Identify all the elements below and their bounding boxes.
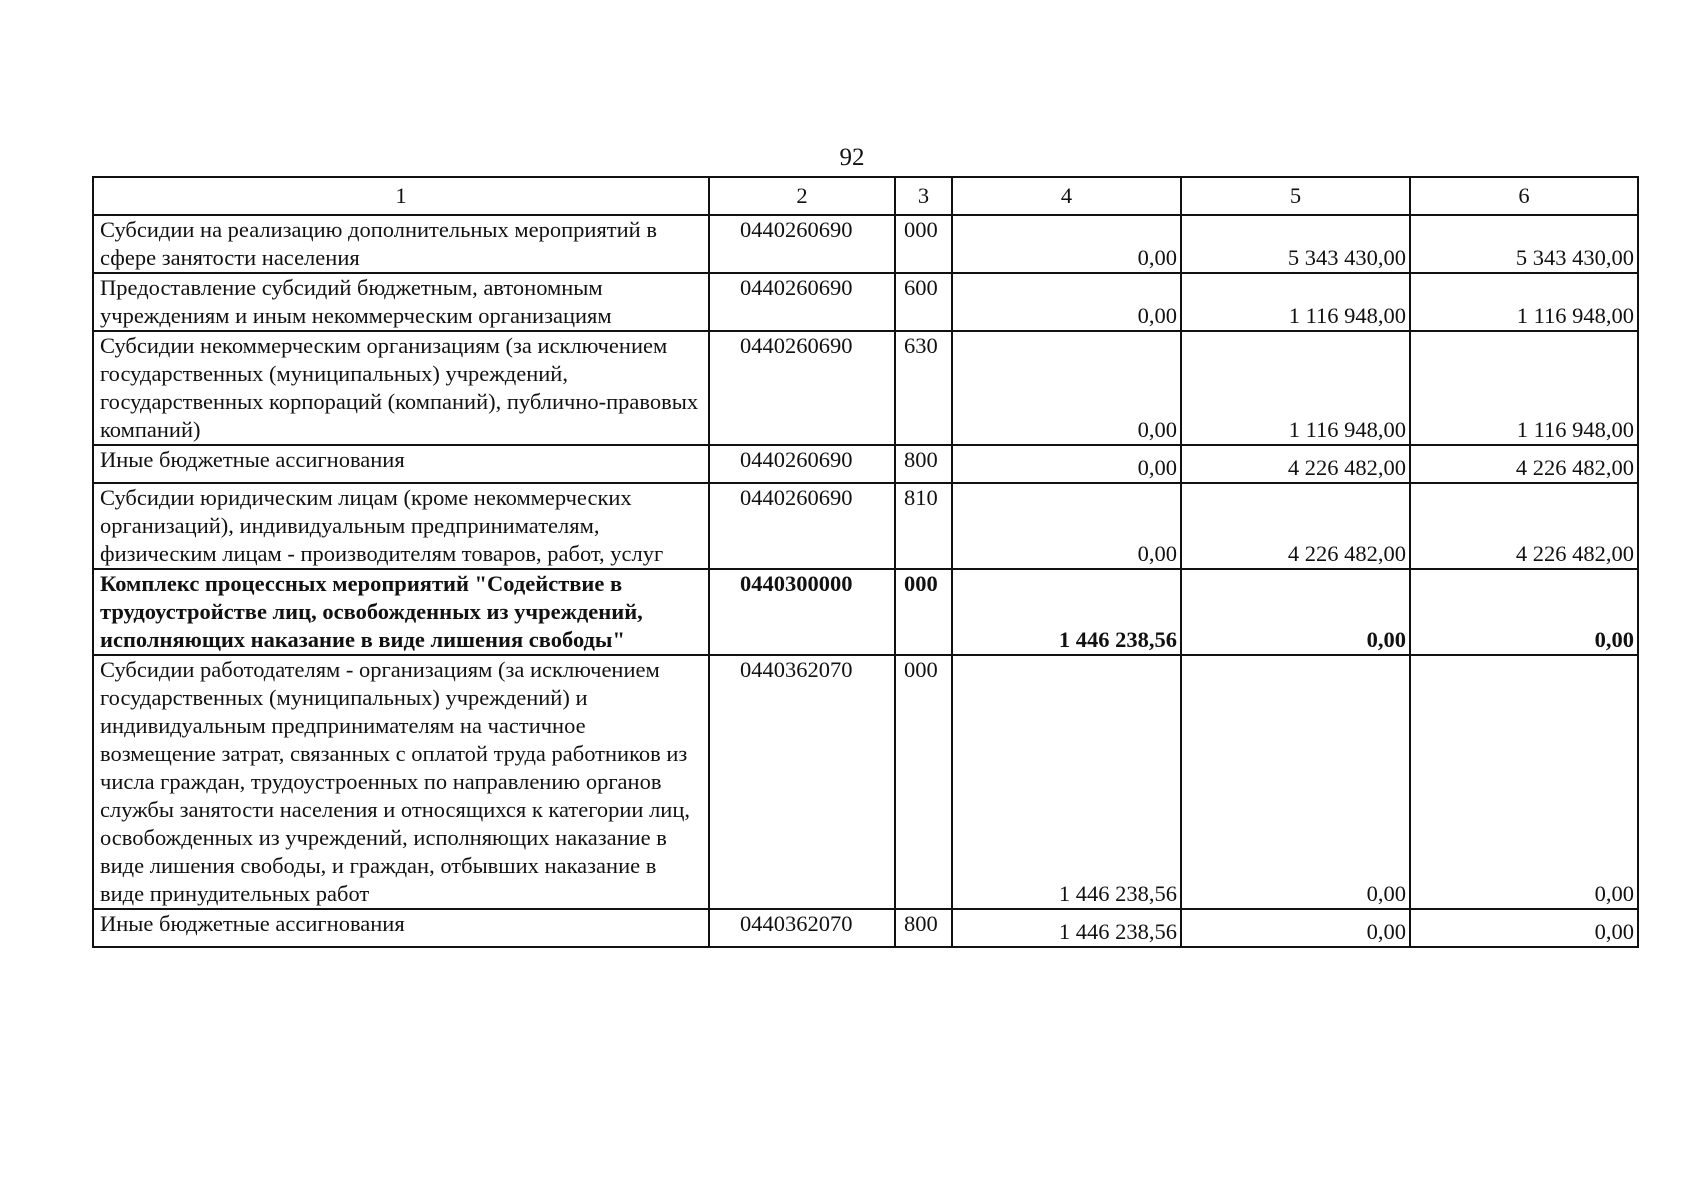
row-code: 0440260690 bbox=[709, 215, 895, 273]
table-row bbox=[93, 569, 1638, 655]
column-header: 3 bbox=[895, 177, 952, 215]
table-row bbox=[93, 273, 1638, 331]
row-code: 0440362070 bbox=[709, 909, 895, 947]
row-name: Субсидии юридическим лицам (кроме некоммерческих организаций), индивидуальным предпринимателям, физическим лицам - производителям товаров, работ, услуг bbox=[93, 483, 709, 569]
row-name: Предоставление субсидий бюджетным, автономным учреждениям и иным некоммерческим организациям bbox=[93, 273, 709, 331]
table-row bbox=[93, 655, 1638, 909]
column-header: 1 bbox=[93, 177, 709, 215]
row-code: 0440260690 bbox=[709, 445, 895, 483]
column-header: 2 bbox=[709, 177, 895, 215]
row-name: Иные бюджетные ассигнования bbox=[93, 445, 709, 483]
row-value-4: 0,00 bbox=[952, 215, 1181, 273]
row-value-5: 0,00 bbox=[1181, 655, 1410, 909]
table-row bbox=[93, 215, 1638, 273]
page-number: 92 bbox=[839, 144, 865, 171]
row-kind: 000 bbox=[895, 655, 952, 909]
row-kind: 630 bbox=[895, 331, 952, 445]
row-value-4: 1 446 238,56 bbox=[952, 655, 1181, 909]
row-value-6: 1 116 948,00 bbox=[1410, 331, 1638, 445]
row-name: Комплекс процессных мероприятий "Содействие в трудоустройстве лиц, освобожденных из учреждений, исполняющих наказание в виде лишения свободы" bbox=[93, 569, 709, 655]
row-value-6: 0,00 bbox=[1410, 569, 1638, 655]
row-value-4: 1 446 238,56 bbox=[952, 569, 1181, 655]
row-value-6: 0,00 bbox=[1410, 655, 1638, 909]
row-kind: 000 bbox=[895, 215, 952, 273]
row-value-5: 4 226 482,00 bbox=[1181, 445, 1410, 483]
row-kind: 800 bbox=[895, 909, 952, 947]
column-header: 5 bbox=[1181, 177, 1410, 215]
column-numbers-row bbox=[93, 177, 1638, 215]
row-value-6: 4 226 482,00 bbox=[1410, 445, 1638, 483]
column-header: 4 bbox=[952, 177, 1181, 215]
row-value-4: 0,00 bbox=[952, 273, 1181, 331]
row-value-5: 1 116 948,00 bbox=[1181, 331, 1410, 445]
row-value-6: 5 343 430,00 bbox=[1410, 215, 1638, 273]
row-value-4: 0,00 bbox=[952, 483, 1181, 569]
row-kind: 600 bbox=[895, 273, 952, 331]
row-code: 0440362070 bbox=[709, 655, 895, 909]
row-value-5: 0,00 bbox=[1181, 569, 1410, 655]
row-value-4: 1 446 238,56 bbox=[952, 909, 1181, 947]
row-name: Субсидии работодателям - организациям (за исключением государственных (муниципальных) учреждений) и индивидуальным предпринимателям на частичное возмещение затрат, связанных с оплатой труда работников из числа граждан, трудоустроенных по направлению органов службы занятости населения и относящихся к категории лиц, освобожденных из учреждений, исполняющих наказание в виде лишения свободы, и граждан, отбывших наказание в виде принудительных работ bbox=[93, 655, 709, 909]
row-value-5: 0,00 bbox=[1181, 909, 1410, 947]
row-code: 0440260690 bbox=[709, 331, 895, 445]
row-value-4: 0,00 bbox=[952, 445, 1181, 483]
row-value-5: 1 116 948,00 bbox=[1181, 273, 1410, 331]
row-kind: 810 bbox=[895, 483, 952, 569]
row-kind: 800 bbox=[895, 445, 952, 483]
table-row bbox=[93, 331, 1638, 445]
row-value-6: 4 226 482,00 bbox=[1410, 483, 1638, 569]
row-code: 0440260690 bbox=[709, 273, 895, 331]
row-value-4: 0,00 bbox=[952, 331, 1181, 445]
row-kind: 000 bbox=[895, 569, 952, 655]
row-name: Иные бюджетные ассигнования bbox=[93, 909, 709, 947]
row-code: 0440300000 bbox=[709, 569, 895, 655]
column-header: 6 bbox=[1410, 177, 1638, 215]
row-code: 0440260690 bbox=[709, 483, 895, 569]
row-name: Субсидии на реализацию дополнительных мероприятий в сфере занятости населения bbox=[93, 215, 709, 273]
row-value-5: 5 343 430,00 bbox=[1181, 215, 1410, 273]
row-name: Субсидии некоммерческим организациям (за исключением государственных (муниципальных) учреждений, государственных корпораций (компаний), публично-правовых компаний) bbox=[93, 331, 709, 445]
row-value-5: 4 226 482,00 bbox=[1181, 483, 1410, 569]
table-row bbox=[93, 445, 1638, 483]
table-row bbox=[93, 483, 1638, 569]
table-row bbox=[93, 909, 1638, 947]
row-value-6: 0,00 bbox=[1410, 909, 1638, 947]
budget-table bbox=[92, 176, 1639, 948]
row-value-6: 1 116 948,00 bbox=[1410, 273, 1638, 331]
